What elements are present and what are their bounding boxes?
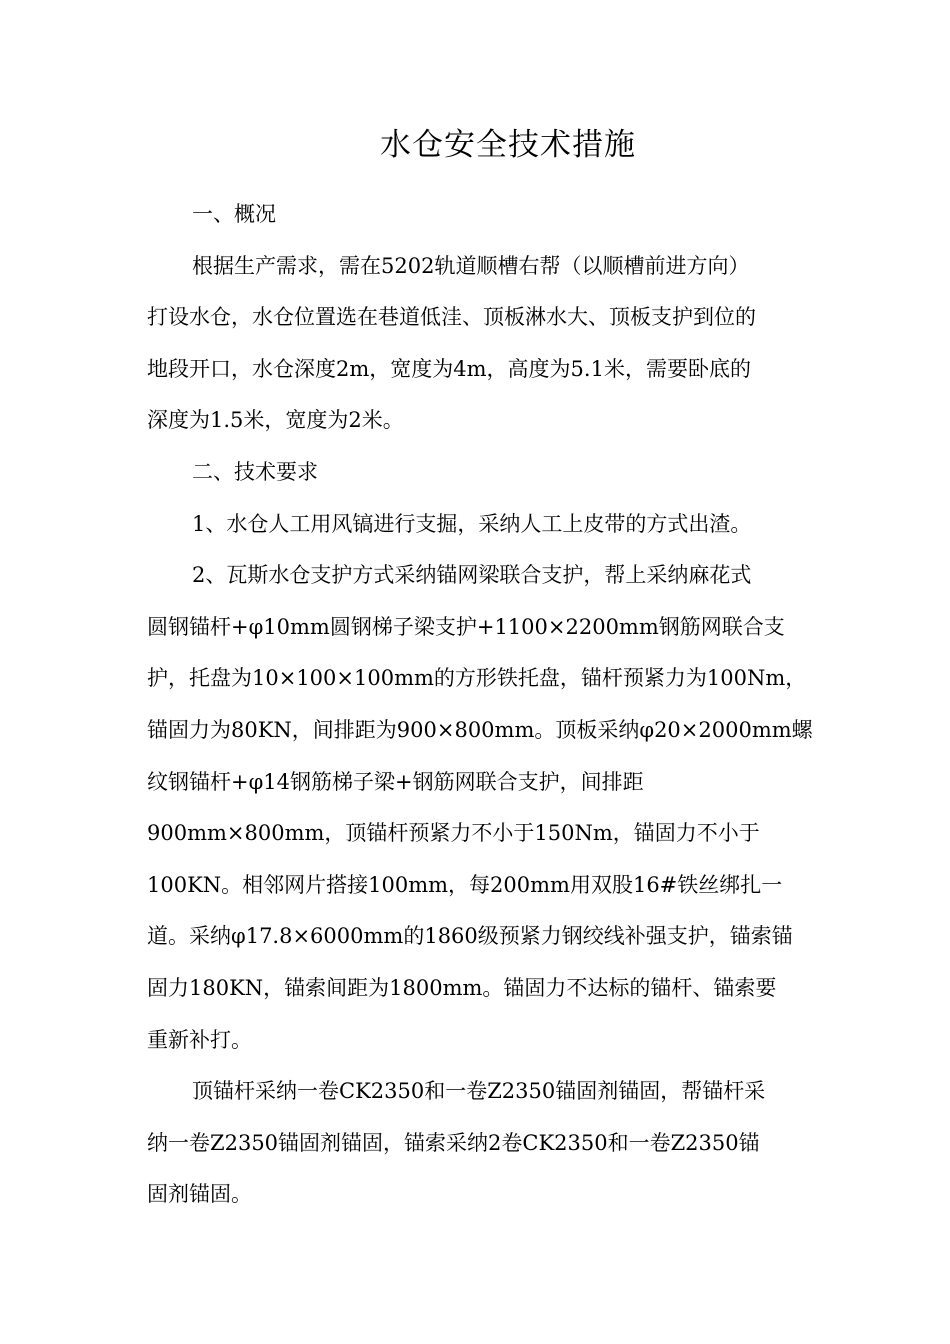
paragraph-line: 深度为1.5米，宽度为2米。 [147, 408, 404, 433]
paragraph-line: 900mm×800mm，顶锚杆预紧力不小于150Nm，锚固力不小于 [147, 821, 760, 846]
paragraph-line: 2、瓦斯水仓支护方式采纳锚网梁联合支护，帮上采纳麻花式 [192, 563, 752, 588]
section-heading-technical-requirements: 二、技术要求 [192, 459, 318, 484]
paragraph-line: 纳一卷Z2350锚固剂锚固，锚索采纳2卷CK2350和一卷Z2350锚 [147, 1130, 760, 1155]
paragraph-line: 固力180KN，锚索间距为1800mm。锚固力不达标的锚杆、锚索要 [147, 975, 777, 1000]
paragraph-line: 打设水仓，水仓位置选在巷道低洼、顶板淋水大、顶板支护到位的 [147, 305, 756, 330]
paragraph-line: 道。采纳φ17.8×6000mm的1860级预紧力钢绞线补强支护，锚索锚 [147, 924, 793, 949]
paragraph-line: 顶锚杆采纳一卷CK2350和一卷Z2350锚固剂锚固，帮锚杆采 [192, 1079, 766, 1104]
paragraph-line: 护，托盘为10×100×100mm的方形铁托盘，锚杆预紧力为100Nm， [147, 666, 807, 691]
paragraph-line: 100KN。相邻网片搭接100mm，每200mm用双股16#铁丝绑扎一 [147, 872, 783, 897]
section-heading-overview: 一、概况 [192, 202, 276, 226]
paragraph-line: 重新补打。 [147, 1027, 252, 1052]
paragraph-line: 锚固力为80KN，间排距为900×800mm。顶板采纳φ20×2000mm螺 [147, 717, 813, 742]
document-body [147, 189, 813, 1221]
paragraph-line: 根据生产需求，需在5202轨道顺槽右帮（以顺槽前进方向） [192, 253, 750, 278]
paragraph-line: 纹钢锚杆+φ14钢筋梯子梁+钢筋网联合支护，间排距 [147, 769, 644, 794]
document-title: 水仓安全技术措施 [380, 127, 636, 163]
paragraph-line: 圆钢锚杆+φ10mm圆钢梯子梁支护+1100×2200mm钢筋网联合支 [147, 614, 785, 639]
paragraph-line: 1、水仓人工用风镐进行支掘，采纳人工上皮带的方式出渣。 [192, 511, 752, 536]
paragraph-line: 地段开口，水仓深度2m，宽度为4m，高度为5.1米，需要卧底的 [147, 356, 751, 381]
paragraph-line: 固剂锚固。 [147, 1182, 252, 1207]
